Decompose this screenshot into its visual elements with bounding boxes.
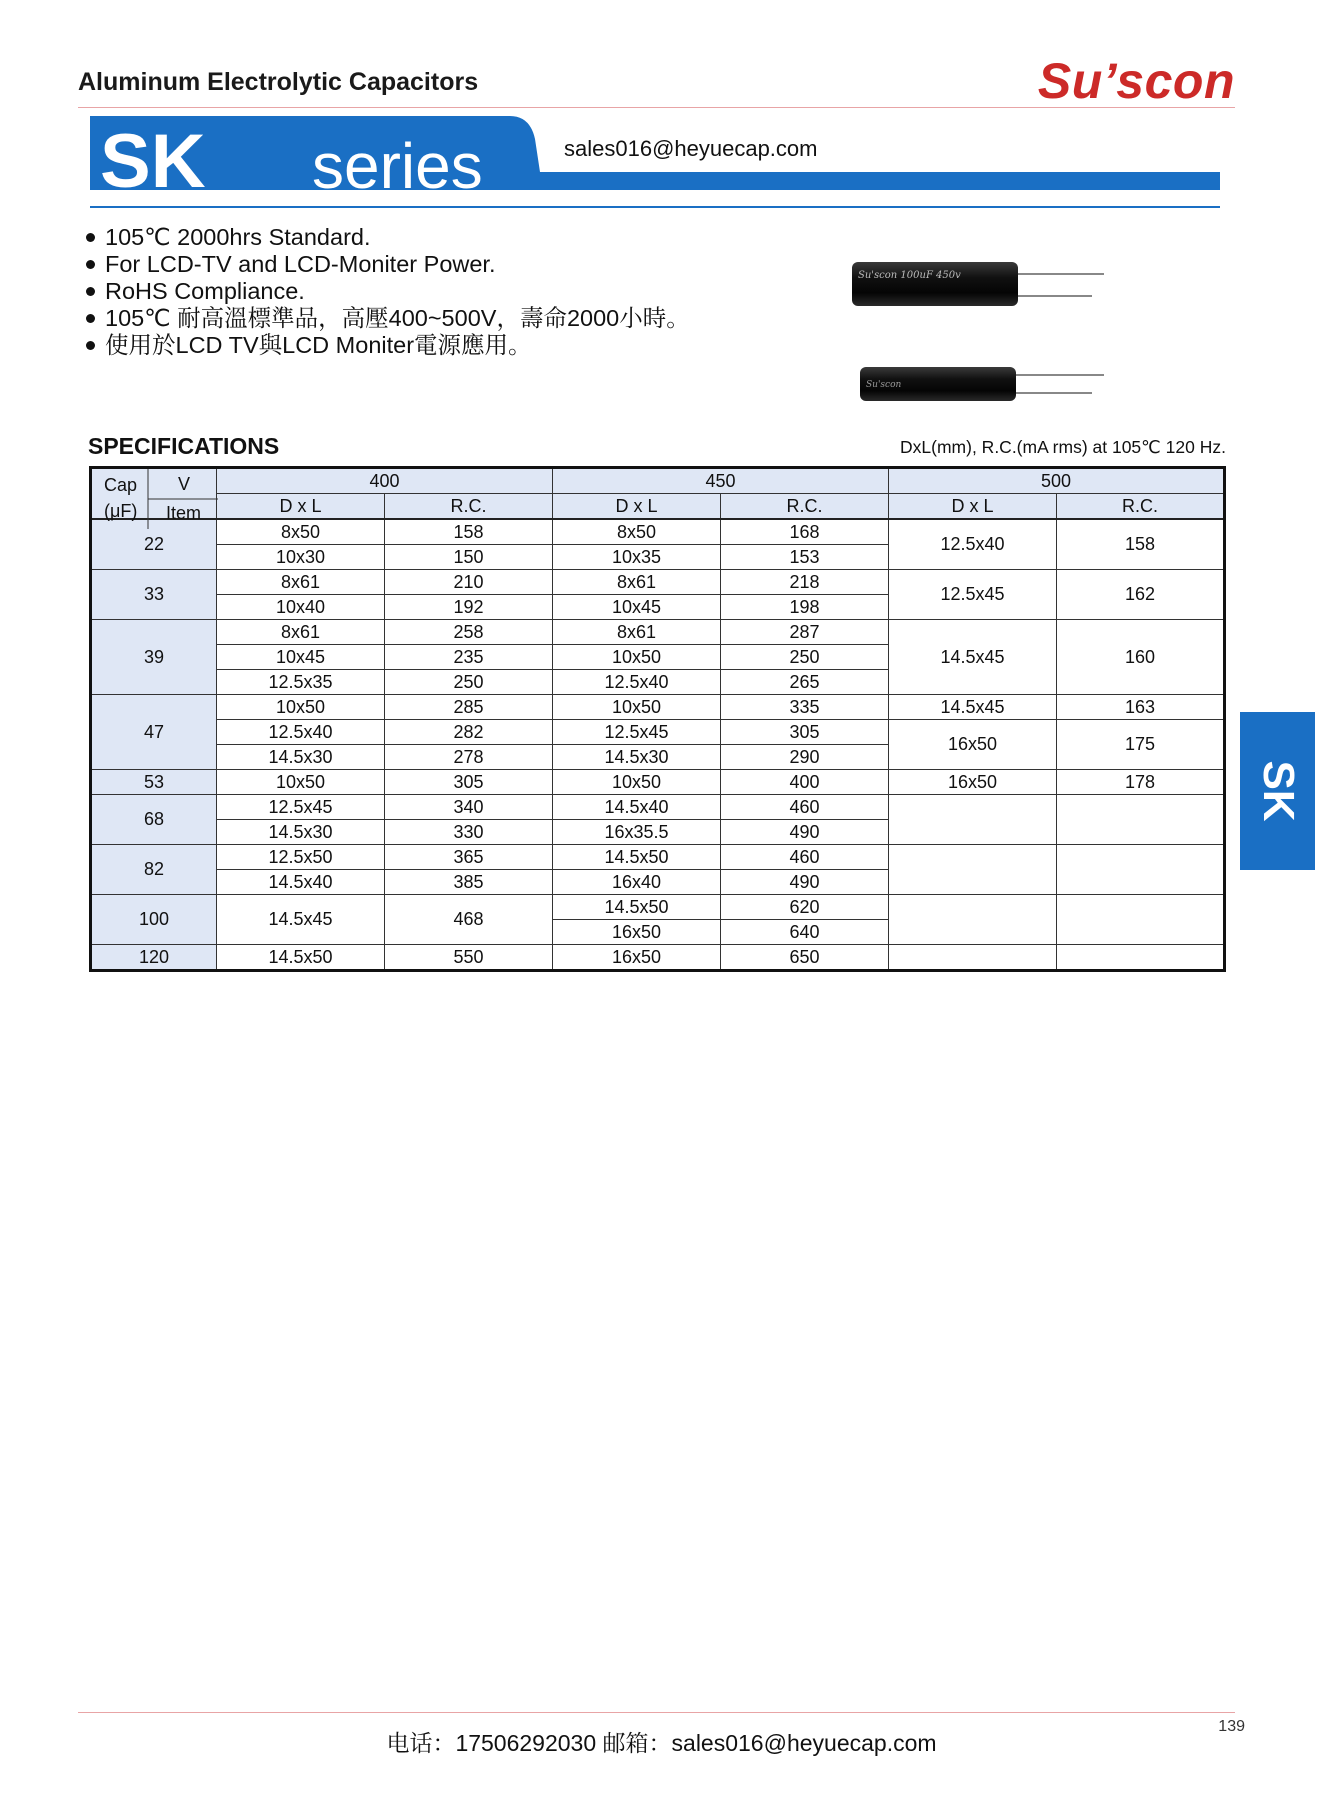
table-cell: 198 [721,595,889,620]
footer-contact: 电话：17506292030 邮箱：sales016@heyuecap.com [386,1730,937,1756]
cap-cell: 22 [91,519,217,570]
table-cell: 12.5x45 [553,720,721,745]
feature-item: RoHS Compliance. [86,278,690,305]
bullet-icon [86,287,95,296]
table-cell: 14.5x30 [553,745,721,770]
cap-cell: 33 [91,570,217,620]
col-dxl-header: D x L [889,494,1057,520]
empty-cell [889,845,1057,895]
table-cell: 8x61 [217,570,385,595]
series-band [90,114,1220,214]
cap-cell: 120 [91,945,217,971]
voltage-header: 450 [553,468,889,494]
table-cell: 14.5x45 [889,620,1057,695]
table-cell: 468 [385,895,553,945]
table-row [91,519,1225,545]
cap-cell: 47 [91,695,217,770]
table-row [91,770,1225,795]
table-cell: 178 [1057,770,1225,795]
table-cell: 490 [721,870,889,895]
table-cell: 218 [721,570,889,595]
table-cell: 385 [385,870,553,895]
table-cell: 620 [721,895,889,920]
table-cell: 10x30 [217,545,385,570]
col-rc-header: R.C. [1057,494,1225,520]
table-cell: 282 [385,720,553,745]
table-cell: 16x35.5 [553,820,721,845]
table-row [91,845,1225,870]
feature-item: For LCD-TV and LCD-Moniter Power. [86,251,690,278]
table-row [91,570,1225,595]
table-row [91,695,1225,720]
table-cell: 16x50 [889,770,1057,795]
table-cell: 640 [721,920,889,945]
table-cell: 12.5x40 [553,670,721,695]
table-cell: 460 [721,795,889,820]
col-dxl-header: D x L [217,494,385,520]
feature-list [86,224,690,359]
table-cell: 158 [1057,519,1225,570]
feature-item: 105℃ 2000hrs Standard. [86,224,690,251]
voltage-header: 400 [217,468,553,494]
table-cell: 10x45 [553,595,721,620]
table-cell: 14.5x40 [553,795,721,820]
table-cell: 10x35 [553,545,721,570]
table-cell: 14.5x45 [889,695,1057,720]
table-cell: 235 [385,645,553,670]
series-code: SK [100,119,206,204]
table-cell: 10x50 [553,770,721,795]
table-cell: 8x61 [217,620,385,645]
table-header-row [91,468,1225,494]
capacitor-print: Su'scon [866,380,902,390]
table-cell: 550 [385,945,553,971]
table-cell: 285 [385,695,553,720]
table-cell: 16x40 [553,870,721,895]
table-cell: 16x50 [553,920,721,945]
table-cell: 14.5x50 [553,895,721,920]
cap-cell: 82 [91,845,217,895]
bullet-icon [86,341,95,350]
table-cell: 14.5x40 [217,870,385,895]
table-row [91,945,1225,971]
table-cell: 278 [385,745,553,770]
table-cell: 153 [721,545,889,570]
table-cell: 265 [721,670,889,695]
table-cell: 14.5x45 [217,895,385,945]
table-cell: 400 [721,770,889,795]
table-cell: 14.5x50 [553,845,721,870]
table-cell: 250 [385,670,553,695]
capacitor-print: Su'scon 100uF 450v [858,270,961,281]
series-word: series [312,130,483,202]
table-cell: 175 [1057,720,1225,770]
table-cell: 258 [385,620,553,645]
table-cell: 305 [721,720,889,745]
table-cell: 12.5x50 [217,845,385,870]
table-cell: 8x61 [553,570,721,595]
table-cell: 14.5x50 [217,945,385,971]
table-cell: 287 [721,620,889,645]
col-rc-header: R.C. [721,494,889,520]
empty-cell [1057,945,1225,971]
table-cell: 10x50 [217,695,385,720]
specifications-title: SPECIFICATIONS [88,433,280,459]
table-cell: 8x50 [553,519,721,545]
table-cell: 650 [721,945,889,971]
table-cell: 160 [1057,620,1225,695]
table-cell: 335 [721,695,889,720]
table-corner-cell: Cap (μF) V Item [91,468,217,520]
table-row [91,795,1225,820]
table-row [91,720,1225,745]
empty-cell [889,795,1057,845]
cap-cell: 39 [91,620,217,695]
table-cell: 8x50 [217,519,385,545]
col-rc-header: R.C. [385,494,553,520]
bullet-icon [86,233,95,242]
table-cell: 12.5x40 [217,720,385,745]
table-cell: 10x50 [217,770,385,795]
table-cell: 163 [1057,695,1225,720]
bullet-icon [86,260,95,269]
table-cell: 16x50 [553,945,721,971]
cap-cell: 68 [91,795,217,845]
table-cell: 150 [385,545,553,570]
specifications-table [89,466,1226,972]
table-cell: 12.5x40 [889,519,1057,570]
table-cell: 162 [1057,570,1225,620]
side-section-tab [1240,712,1315,870]
table-cell: 365 [385,845,553,870]
document-title: Aluminum Electrolytic Capacitors [78,68,479,96]
table-cell: 16x50 [889,720,1057,770]
top-divider [78,107,1235,108]
table-cell: 305 [385,770,553,795]
table-row [91,620,1225,645]
bullet-icon [86,314,95,323]
col-dxl-header: D x L [553,494,721,520]
table-cell: 330 [385,820,553,845]
table-cell: 490 [721,820,889,845]
cap-cell: 53 [91,770,217,795]
table-cell: 10x50 [553,695,721,720]
table-cell: 10x50 [553,645,721,670]
table-row [91,895,1225,920]
table-cell: 8x61 [553,620,721,645]
page-number: 139 [1218,1718,1245,1735]
side-tab-label: SK [1253,760,1303,822]
table-cell: 168 [721,519,889,545]
table-cell: 14.5x30 [217,820,385,845]
capacitor-product-image [852,248,1122,418]
table-cell: 210 [385,570,553,595]
table-cell: 250 [721,645,889,670]
bottom-divider [78,1712,1235,1713]
table-cell: 12.5x45 [217,795,385,820]
empty-cell [1057,795,1225,845]
cap-cell: 100 [91,895,217,945]
empty-cell [1057,845,1225,895]
empty-cell [889,945,1057,971]
feature-item: 105℃ 耐高溫標準品，高壓400~500V，壽命2000小時。 [86,305,690,332]
brand-logo: Su’scon [1037,53,1235,109]
table-cell: 12.5x45 [889,570,1057,620]
table-cell: 158 [385,519,553,545]
feature-item: 使用於LCD TV與LCD Moniter電源應用。 [86,332,690,359]
specifications-note: DxL(mm), R.C.(mA rms) at 105℃ 120 Hz. [900,437,1226,457]
empty-cell [1057,895,1225,945]
table-cell: 14.5x30 [217,745,385,770]
band-email-link[interactable]: sales016@heyuecap.com [564,136,818,161]
table-subheader-row [91,494,1225,520]
empty-cell [889,895,1057,945]
table-cell: 340 [385,795,553,820]
table-cell: 460 [721,845,889,870]
voltage-header: 500 [889,468,1225,494]
table-cell: 10x45 [217,645,385,670]
table-cell: 10x40 [217,595,385,620]
table-cell: 12.5x35 [217,670,385,695]
table-cell: 192 [385,595,553,620]
table-cell: 290 [721,745,889,770]
